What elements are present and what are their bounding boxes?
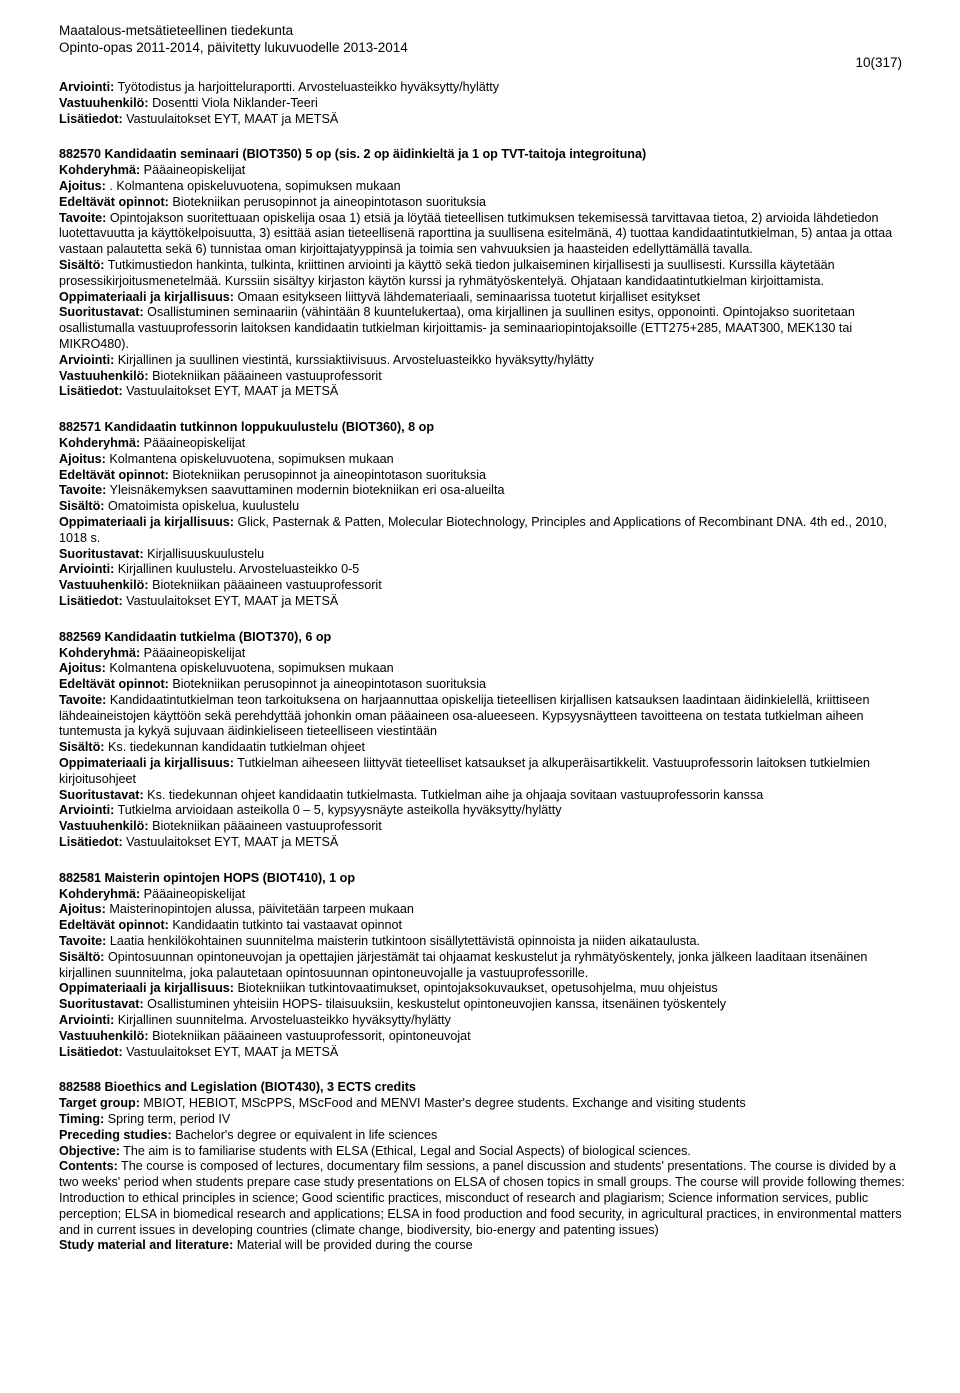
field-label: Objective:: [59, 1143, 120, 1158]
intro-field-lisätiedot: [59, 112, 909, 128]
field-text: Tutkielman aiheeseen liittyvät tieteelliset katsaukset ja alkuperäisartikkelit. Vastuuprofessorin laitoksen tutkielmien kirjoitusohjeet: [59, 756, 871, 786]
field-text: Biotekniikan pääaineen vastuuprofessorit: [152, 368, 382, 383]
field-label: Target group:: [59, 1096, 140, 1111]
course-field-kohderyhmä: [59, 646, 909, 662]
field-text: . Kolmantena opiskeluvuotena, sopimuksen mukaan: [109, 178, 401, 193]
field-text: Vastuulaitokset EYT, MAAT ja METSÄ: [126, 835, 339, 850]
course-field-suoritustavat: [59, 788, 909, 804]
course-field-arviointi: [59, 803, 909, 819]
field-label: Sisältö:: [59, 949, 105, 964]
course-field-lisätiedot: [59, 835, 909, 851]
field-text: Biotekniikan perusopinnot ja aineopintotason suorituksia: [172, 467, 487, 482]
field-label: Preceding studies:: [59, 1127, 172, 1142]
field-label: Kohderyhmä:: [59, 163, 141, 178]
field-label: Tavoite:: [59, 934, 107, 949]
course-field-ajoitus: [59, 452, 909, 468]
course-field-target-group: [59, 1096, 909, 1112]
field-text: Osallistuminen seminaariin (vähintään 8 kuuntelukertaa), oma kirjallinen ja suullinen esitys, opponointi. Opintojakso suoritetaan osallistumalla vastuuprofessorin laitoksen kandidaatin tutkielman kirjoittamis- ja seminaariopintojaksoille (ETT275+285, MAAT300, MEK130 tai MIKRO480).: [59, 305, 855, 351]
field-label: Vastuuhenkilö:: [59, 578, 149, 593]
field-label: Arviointi:: [59, 1013, 115, 1028]
course-field-arviointi: [59, 562, 909, 578]
field-text: The aim is to familiarise students with ELSA (Ethical, Legal and Social Aspects) of biological sciences.: [123, 1143, 691, 1158]
course-field-arviointi: [59, 1013, 909, 1029]
field-label: Arviointi:: [59, 803, 115, 818]
course-field-sisältö: [59, 499, 909, 515]
field-label: Ajoitus:: [59, 661, 106, 676]
course-field-edeltävät-opinnot: [59, 677, 909, 693]
field-label: Kohderyhmä:: [59, 886, 141, 901]
course-section: [59, 630, 909, 851]
page-header: [59, 22, 909, 56]
course-field-tavoite: [59, 934, 909, 950]
course-field-ajoitus: [59, 661, 909, 677]
course-title: 882588 Bioethics and Legislation (BIOT430), 3 ECTS credits: [59, 1080, 416, 1095]
course-field-arviointi: [59, 353, 909, 369]
field-text: Bachelor's degree or equivalent in life sciences: [175, 1127, 438, 1142]
section-gap: [59, 1060, 909, 1080]
course-field-edeltävät-opinnot: [59, 468, 909, 484]
field-label: Arviointi:: [59, 562, 115, 577]
field-text: MBIOT, HEBIOT, MScPPS, MScFood and MENVI Master's degree students. Exchange and visiting students: [143, 1096, 746, 1111]
course-field-ajoitus: [59, 902, 909, 918]
field-label: Lisätiedot:: [59, 835, 123, 850]
field-label: Timing:: [59, 1112, 105, 1127]
course-field-oppimateriaali-ja-kirjallisuus: [59, 515, 909, 547]
course-field-suoritustavat: [59, 547, 909, 563]
field-text: Omaan esitykseen liittyvä lähdemateriaali, seminaarissa tuotetut kirjalliset esitykset: [237, 289, 701, 304]
field-text: Spring term, period IV: [107, 1112, 231, 1127]
field-label: Edeltävät opinnot:: [59, 918, 169, 933]
field-label: Suoritustavat:: [59, 546, 144, 561]
field-text: Yleisnäkemyksen saavuttaminen modernin biotekniikan eri osa-alueilta: [109, 483, 505, 498]
field-text: Biotekniikan pääaineen vastuuprofessorit, opintoneuvojat: [152, 1028, 471, 1043]
section-gap: [59, 610, 909, 630]
field-text: Kirjallinen kuulustelu. Arvosteluasteikko 0-5: [117, 562, 360, 577]
field-text: The course is composed of lectures, documentary film sessions, a panel discussion and students' presentations. The course is divided by a two weeks' period when students prepare case study presentations on ELSA of chosen topics in small groups. The course will provide following themes: Introduction to ethical principles in science; Good scientific practices, misconduct of research and plagiarism; Science information services, public perception; ELSA in biomedical research and applications; ELSA in food production and food security, in agricultural practices, in environmental matters and in current issues in developing countries (climate change, biodiversity, bio-energy and patenting issues): [59, 1159, 905, 1237]
field-label: Vastuuhenkilö:: [59, 368, 149, 383]
field-text: Kandidaatin tutkinto tai vastaavat opinnot: [172, 918, 403, 933]
course-field-lisätiedot: [59, 1045, 909, 1061]
field-label: Edeltävät opinnot:: [59, 467, 169, 482]
field-text: Vastuulaitokset EYT, MAAT ja METSÄ: [126, 111, 339, 126]
section-gap: [59, 400, 909, 420]
course-field-objective: [59, 1144, 909, 1160]
field-label: Tavoite:: [59, 210, 107, 225]
course-field-oppimateriaali-ja-kirjallisuus: [59, 756, 909, 788]
field-text: Kirjallinen ja suullinen viestintä, kurssiaktiivisuus. Arvosteluasteikko hyväksytty/hylätty: [117, 352, 594, 367]
field-label: Suoritustavat:: [59, 997, 144, 1012]
course-field-vastuuhenkilö: [59, 578, 909, 594]
course-field-oppimateriaali-ja-kirjallisuus: [59, 981, 909, 997]
field-text: Vastuulaitokset EYT, MAAT ja METSÄ: [126, 1044, 339, 1059]
field-label: Oppimateriaali ja kirjallisuus:: [59, 289, 234, 304]
field-label: Sisältö:: [59, 740, 105, 755]
field-text: Kolmantena opiskeluvuotena, sopimuksen mukaan: [109, 661, 394, 676]
course-field-kohderyhmä: [59, 887, 909, 903]
field-label: Arviointi:: [59, 352, 115, 367]
field-text: Kolmantena opiskeluvuotena, sopimuksen mukaan: [109, 451, 394, 466]
field-label: Study material and literature:: [59, 1238, 234, 1253]
field-label: Kohderyhmä:: [59, 435, 141, 450]
field-text: Biotekniikan perusopinnot ja aineopintotason suorituksia: [172, 194, 487, 209]
course-section: [59, 871, 909, 1061]
course-field-sisältö: [59, 950, 909, 982]
field-text: Ks. tiedekunnan ohjeet kandidaatin tutkielmasta. Tutkielman aihe ja ohjaaja sovitaan vastuuprofessorin kanssa: [147, 787, 764, 802]
field-label: Lisätiedot:: [59, 593, 123, 608]
document-body: [59, 80, 909, 1254]
field-label: Vastuuhenkilö:: [59, 95, 149, 110]
field-text: Opintojakson suoritettuaan opiskelija osaa 1) etsiä ja löytää tieteellisen tutkimuksen tekemisessä tarvittavaa tietoa, 2) arvioida lähdetiedon luotettavuutta ja käyttökelpoisuutta, 3) esittää asian tieteellisenä raporttina ja suullisena esitelmänä, 4) tuottaa kandidaatintutkielman, 5) antaa ja ottaa vastaan palautetta sekä 6) tunnistaa oman kirjoittajatyyppinsä ja toimia sen vahvuuksien ja haasteiden edellyttämällä tavalla.: [59, 210, 893, 257]
course-title: 882569 Kandidaatin tutkielma (BIOT370), 6 op: [59, 629, 332, 644]
field-text: Pääaineopiskelijat: [143, 435, 246, 450]
field-label: Edeltävät opinnot:: [59, 677, 169, 692]
field-text: Opintosuunnan opintoneuvojan ja opettajien järjestämät tai ohjaamat keskustelut ja ryhmätyöskentely, jonka jälkeen laaditaan itsenäinen kirjallinen suunnitelma, joka palautetaan opintosuunnan opintoneuvojalle ja vastuuprofessorille.: [59, 949, 868, 980]
field-label: Kohderyhmä:: [59, 645, 141, 660]
section-gap: [59, 851, 909, 871]
field-text: Tutkielma arvioidaan asteikolla 0 – 5, kypsyysnäyte asteikolla hyväksytty/hylätty: [117, 803, 562, 818]
course-field-suoritustavat: [59, 305, 909, 352]
guide-title: Opinto-opas 2011-2014, päivitetty lukuvuodelle 2013-2014: [59, 40, 408, 55]
course-field-suoritustavat: [59, 997, 909, 1013]
field-text: Biotekniikan pääaineen vastuuprofessorit: [152, 578, 382, 593]
field-text: Biotekniikan pääaineen vastuuprofessorit: [152, 819, 382, 834]
course-field-vastuuhenkilö: [59, 369, 909, 385]
field-label: Lisätiedot:: [59, 384, 123, 399]
course-field-lisätiedot: [59, 384, 909, 400]
course-field-ajoitus: [59, 179, 909, 195]
field-label: Arviointi:: [59, 80, 115, 94]
course-field-kohderyhmä: [59, 436, 909, 452]
field-label: Oppimateriaali ja kirjallisuus:: [59, 756, 234, 771]
field-text: Maisterinopintojen alussa, päivitetään tarpeen mukaan: [109, 902, 414, 917]
field-text: Vastuulaitokset EYT, MAAT ja METSÄ: [126, 384, 339, 399]
field-label: Sisältö:: [59, 499, 105, 514]
field-text: Osallistuminen yhteisiin HOPS- tilaisuuksiin, keskustelut opintoneuvojien kanssa, itsenäinen työskentely: [147, 997, 727, 1012]
course-title: 882571 Kandidaatin tutkinnon loppukuulustelu (BIOT360), 8 op: [59, 420, 435, 435]
course-field-vastuuhenkilö: [59, 819, 909, 835]
field-text: Biotekniikan tutkintovaatimukset, opintojaksokuvaukset, opetusohjelma, muu ohjeistus: [237, 981, 718, 996]
field-text: Glick, Pasternak & Patten, Molecular Biotechnology, Principles and Applications of Recombinant DNA. 4th ed., 2010, 1018 s.: [59, 514, 887, 545]
field-text: Pääaineopiskelijat: [143, 163, 246, 178]
course-field-study-material-and-literature: [59, 1238, 909, 1254]
course-field-tavoite: [59, 693, 909, 740]
section-gap: [59, 127, 909, 147]
course-field-lisätiedot: [59, 594, 909, 610]
field-label: Oppimateriaali ja kirjallisuus:: [59, 981, 234, 996]
intro-block: [59, 80, 909, 127]
field-label: Tavoite:: [59, 692, 107, 707]
field-text: Kirjallinen suunnitelma. Arvosteluasteikko hyväksytty/hylätty: [117, 1013, 451, 1028]
course-title: 882581 Maisterin opintojen HOPS (BIOT410), 1 op: [59, 870, 356, 885]
field-label: Ajoitus:: [59, 178, 106, 193]
course-field-sisältö: [59, 740, 909, 756]
page-number: 10(317): [855, 55, 902, 70]
field-text: Tutkimustiedon hankinta, tulkinta, kriittinen arviointi ja käyttö sekä tiedon julkaiseminen kirjallisesti ja suullisesti. Kurssilla käytetään prosessikirjoitusmenetelmää. Kurssiin sisältyy kirjaston käytön kurssi ja ryhmätyöskentelyä. Ohjataan kandidaatintutkielman kirjoittamista.: [59, 257, 835, 288]
intro-field-arviointi: [59, 80, 909, 96]
faculty-name: Maatalous-metsätieteellinen tiedekunta: [59, 23, 294, 38]
course-field-kohderyhmä: [59, 163, 909, 179]
field-text: Pääaineopiskelijat: [143, 645, 246, 660]
field-text: Ks. tiedekunnan kandidaatin tutkielman ohjeet: [108, 740, 365, 755]
course-field-tavoite: [59, 211, 909, 258]
field-text: Työtodistus ja harjoitteluraportti. Arvosteluasteikko hyväksytty/hylätty: [117, 80, 500, 94]
field-text: Kandidaatintutkielman teon tarkoituksena on harjaannuttaa opiskelija tieteellisen kirjallisen katsauksen laadintaan äidinkielellä, kriittiseen lähdeaineistojen käyttöön sekä perehdyttää johonkin oman pääaineen osa-alueeseen. Kypsyysnäytteen tavoitteena on testata tutkielman aiheen tuntemusta ja kykyä sujuvaan äidinkieliseen tieteelliseen viestintään: [59, 692, 870, 739]
field-label: Suoritustavat:: [59, 305, 144, 320]
field-label: Suoritustavat:: [59, 787, 144, 802]
field-text: Kirjallisuuskuulustelu: [147, 546, 265, 561]
field-label: Edeltävät opinnot:: [59, 194, 169, 209]
field-text: Biotekniikan perusopinnot ja aineopintotason suorituksia: [172, 677, 487, 692]
field-label: Ajoitus:: [59, 902, 106, 917]
field-text: Omatoimista opiskelua, kuulustelu: [108, 499, 300, 514]
field-text: Vastuulaitokset EYT, MAAT ja METSÄ: [126, 593, 339, 608]
field-text: Pääaineopiskelijat: [143, 886, 246, 901]
field-text: Material will be provided during the course: [236, 1238, 473, 1253]
field-label: Vastuuhenkilö:: [59, 1028, 149, 1043]
field-label: Contents:: [59, 1159, 118, 1174]
field-text: Laatia henkilökohtainen suunnitelma maisterin tutkintoon sisällytettävistä opinnoista ja niiden aikataulusta.: [109, 934, 701, 949]
course-field-timing: [59, 1112, 909, 1128]
course-field-edeltävät-opinnot: [59, 195, 909, 211]
course-section: [59, 1080, 909, 1254]
field-label: Vastuuhenkilö:: [59, 819, 149, 834]
course-field-sisältö: [59, 258, 909, 290]
course-field-preceding-studies: [59, 1128, 909, 1144]
intro-field-vastuuhenkilö: [59, 96, 909, 112]
course-section: [59, 420, 909, 610]
course-field-vastuuhenkilö: [59, 1029, 909, 1045]
field-label: Lisätiedot:: [59, 111, 123, 126]
field-label: Ajoitus:: [59, 451, 106, 466]
course-section: [59, 147, 909, 400]
course-field-oppimateriaali-ja-kirjallisuus: [59, 290, 909, 306]
field-label: Tavoite:: [59, 483, 107, 498]
field-text: Dosentti Viola Niklander-Teeri: [152, 95, 318, 110]
course-field-tavoite: [59, 483, 909, 499]
field-label: Oppimateriaali ja kirjallisuus:: [59, 514, 234, 529]
field-label: Lisätiedot:: [59, 1044, 123, 1059]
course-field-edeltävät-opinnot: [59, 918, 909, 934]
course-title: 882570 Kandidaatin seminaari (BIOT350) 5 op (sis. 2 op äidinkieltä ja 1 op TVT-taitoja integroituna): [59, 147, 647, 162]
field-label: Sisältö:: [59, 257, 105, 272]
course-field-contents: [59, 1159, 909, 1238]
